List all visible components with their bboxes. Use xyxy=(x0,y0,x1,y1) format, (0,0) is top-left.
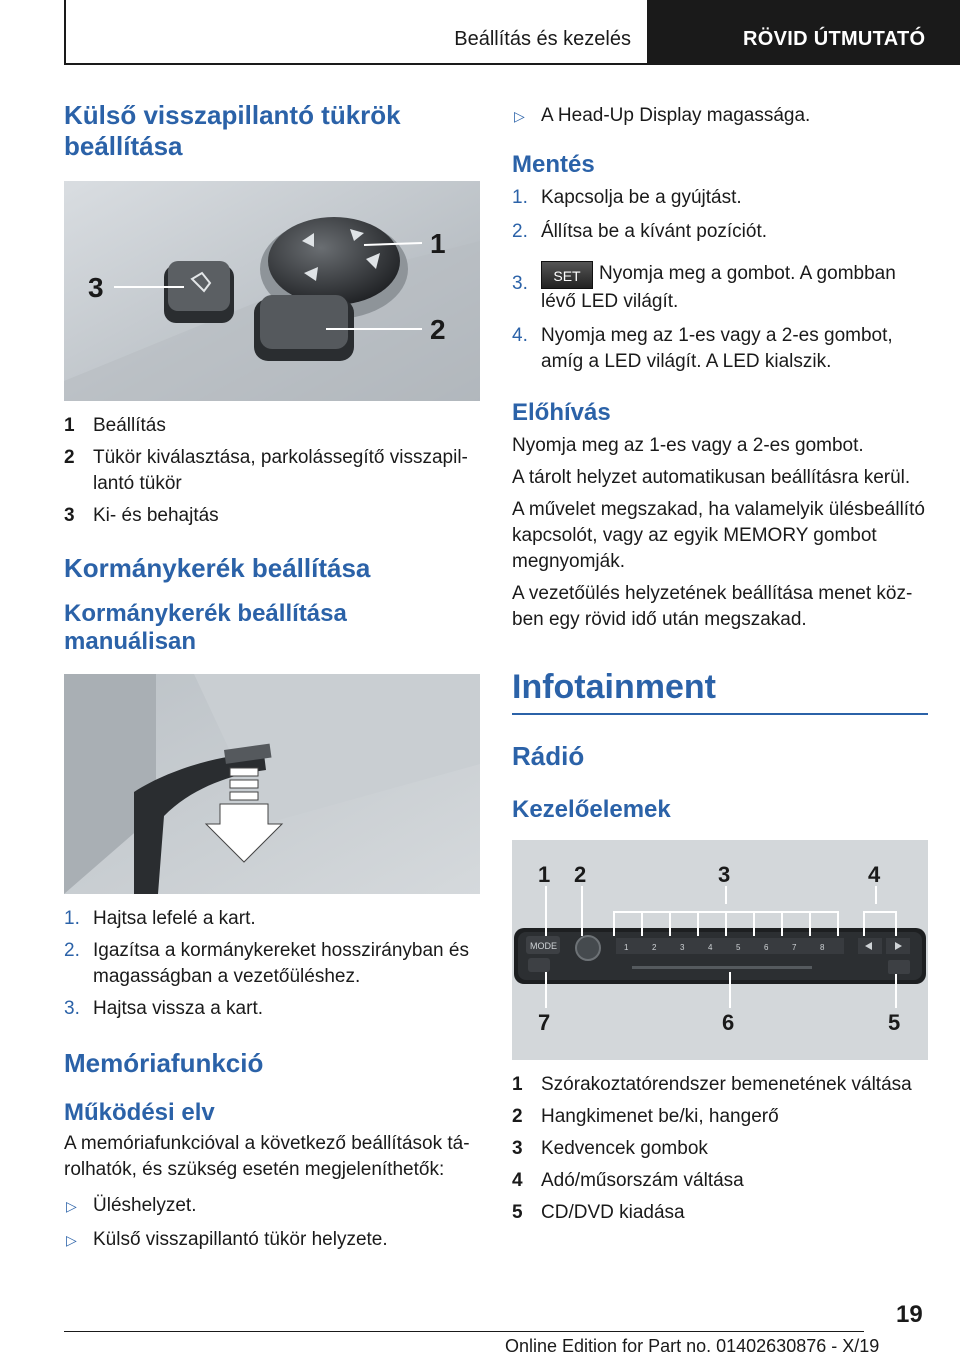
wheel-figure xyxy=(64,674,480,894)
preset-label: 3 xyxy=(680,943,685,952)
preset-label: 2 xyxy=(652,943,657,952)
infotainment-title: Infotainment xyxy=(512,667,928,715)
legend-item: 1 Beállítás xyxy=(64,415,166,436)
recall-para: A vezetőülés helyzetének beállítása menet közben egy rövid idő után megszakad. xyxy=(512,583,913,630)
step-item: 3. Hajtsa vissza a kart. xyxy=(64,998,263,1019)
header-frame xyxy=(64,0,649,65)
preset-label: 7 xyxy=(792,943,797,952)
legend-item: 2 Hangkimenet be/ki, hangerő xyxy=(512,1106,779,1127)
preset-label: 8 xyxy=(820,943,825,952)
footer-divider xyxy=(64,1331,864,1332)
controls-title: Kezelőelemek xyxy=(512,796,671,823)
recall-para: Nyomja meg az 1-es vagy a 2-es gombot. xyxy=(512,435,864,456)
mirror-legend xyxy=(64,413,480,529)
preset-label: 5 xyxy=(736,943,741,952)
step-item: 2. Igazítsa a kormánykereket hosszirányban és magasságban a vezetőüléshez. xyxy=(64,940,469,987)
radio-label-7: 7 xyxy=(538,1010,551,1035)
step-item: 4. Nyomja meg az 1-es vagy a 2-es gombot, amíg a LED világít. A LED kialszik. xyxy=(512,325,893,372)
memory-subtitle: Működési elv xyxy=(64,1099,215,1126)
radio-label-3: 3 xyxy=(718,862,731,887)
radio-label-4: 4 xyxy=(868,862,881,887)
footer-edition: Online Edition for Part no. 01402630876 - X/19 xyxy=(505,1336,880,1356)
memory-bullets xyxy=(64,1193,480,1253)
controls-legend xyxy=(512,1072,928,1226)
bullet-item: ▷ Üléshelyzet. xyxy=(64,1193,480,1219)
step-item: 1. Hajtsa lefelé a kart. xyxy=(64,908,256,929)
recall-para: A tárolt helyzet automatikusan beállításra kerül. xyxy=(512,467,911,488)
preset-label: 1 xyxy=(624,943,629,952)
mirror-title: Külső visszapillantó tükrök beállítása xyxy=(64,100,401,161)
memory-text: A memóriafunkcióval a következő beállítások tárolhatók, és szükség esetén megjeleníthetők: xyxy=(64,1133,470,1180)
step-item: 3. SET Nyomja meg a gombot. A gombban lévő LED világít. xyxy=(512,263,896,312)
step-item: 1. Kapcsolja be a gyújtást. xyxy=(512,187,742,208)
triangle-bullet-icon: ▷ xyxy=(66,1232,77,1248)
header-section-title: Beállítás és kezelés xyxy=(454,28,631,50)
triangle-bullet-icon: ▷ xyxy=(66,1198,77,1214)
mirror-figure xyxy=(64,181,480,401)
legend-item: 3 Ki- és behajtás xyxy=(64,505,219,526)
radio-label-6: 6 xyxy=(722,1010,735,1035)
set-button-icon: SET xyxy=(541,261,593,289)
save-title: Mentés xyxy=(512,151,595,178)
wheel-steps xyxy=(64,906,480,1022)
page-number: 19 xyxy=(896,1301,923,1328)
memory-title: Memóriafunkció xyxy=(64,1048,264,1078)
mirror-label-2: 2 xyxy=(430,314,446,345)
radio-panel-illustration xyxy=(512,840,928,1060)
triangle-bullet-icon: ▷ xyxy=(514,108,525,124)
bullet-item: ▷ Külső visszapillantó tükör helyzete. xyxy=(64,1227,480,1253)
legend-item: 5 CD/DVD kiadása xyxy=(512,1202,685,1223)
right-column xyxy=(512,100,928,1226)
step-item: 2. Állítsa be a kívánt pozíciót. xyxy=(512,221,768,242)
legend-item: 3 Kedvencek gombok xyxy=(512,1138,708,1159)
radio-label-1: 1 xyxy=(538,862,551,887)
wheel-title: Kormánykerék beállítása xyxy=(64,553,371,583)
radio-figure xyxy=(512,840,928,1060)
legend-item: 2 Tükör kiválasztása, parkolássegítő visszapillantó tükör xyxy=(64,447,468,494)
recall-para: A művelet megszakad, ha valamelyik ülésbeállító kapcsolót, vagy az egyik MEMORY gombot megnyomják. xyxy=(512,499,925,572)
save-steps xyxy=(512,185,928,375)
left-column xyxy=(64,100,480,1253)
header-tab: RÖVID ÚTMUTATÓ xyxy=(649,0,960,65)
legend-item: 4 Adó/műsorszám váltása xyxy=(512,1170,744,1191)
wheel-subtitle: Kormánykerék beállítása manuálisan xyxy=(64,600,347,655)
lever-illustration xyxy=(64,674,480,894)
mirror-label-1: 1 xyxy=(430,228,446,259)
mirror-illustration xyxy=(64,181,480,401)
bullet-item: ▷ A Head-Up Display magassága. xyxy=(512,100,928,129)
legend-item: 1 Szórakoztatórendszer bemenetének váltása xyxy=(512,1074,912,1095)
radio-title: Rádió xyxy=(512,741,585,771)
mode-button-label: MODE xyxy=(530,941,557,951)
preset-label: 4 xyxy=(708,943,713,952)
radio-label-2: 2 xyxy=(574,862,587,887)
preset-label: 6 xyxy=(764,943,769,952)
recall-title: Előhívás xyxy=(512,399,611,426)
radio-label-5: 5 xyxy=(888,1010,901,1035)
mirror-label-3: 3 xyxy=(88,272,104,303)
